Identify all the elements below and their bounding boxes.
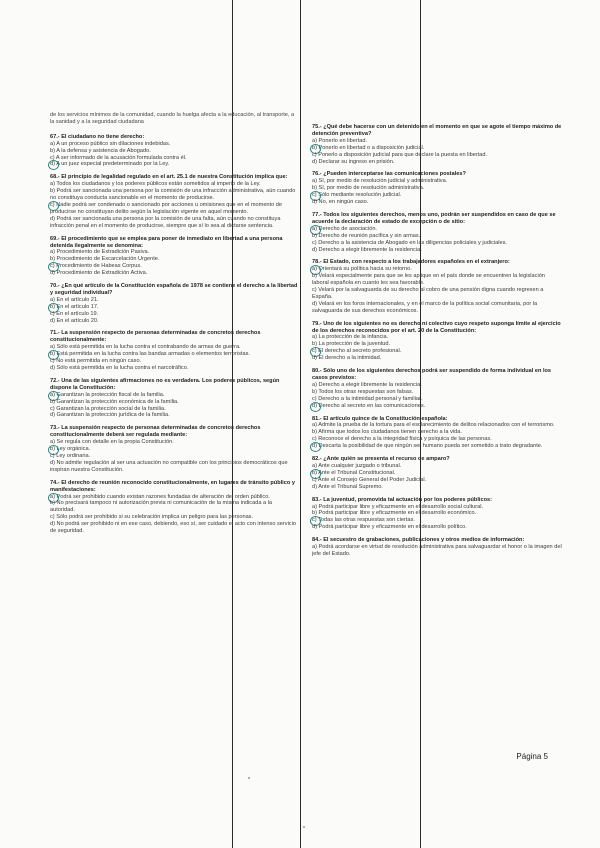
question-80 <box>312 368 562 409</box>
question-title: 83.- La juventud, promovida tal actuación por los poderes públicos: <box>312 496 492 503</box>
answer-option: d) El derecho a la intimidad. <box>312 355 382 362</box>
question-title: 82.- ¿Ante quién se presenta el recurso de amparo? <box>312 456 450 463</box>
question-84 <box>312 537 562 558</box>
question-70 <box>50 283 298 324</box>
answer-option-circled: c) Sólo mediante resolución judicial. <box>312 192 562 199</box>
question-78 <box>312 259 562 314</box>
answer-option: b) Sí, por medio de resolución administrativa. <box>312 185 425 192</box>
answer-option-circled: b) Ley orgánica. <box>50 446 298 453</box>
answer-option-circled: a) Derecho de asociación. <box>312 226 562 233</box>
answer-option: d) No podrá ser prohibido ni en ese caso, debiendo, eso sí, ser cuidado el acto con intenso servicio de seguridad. <box>50 521 296 535</box>
question-69 <box>50 236 298 277</box>
answer-option-circled: b) Está permitida en la lucha contra las bandas armadas o elementos terroristas. <box>50 351 298 358</box>
answer-option-circled: a) Podrá ser prohibido cuando existan razones fundadas de alteración del orden público. <box>50 494 298 501</box>
scan-speck <box>303 826 305 828</box>
answer-option: c) No está permitida en ningún caso. <box>50 358 142 365</box>
answer-option-circled: c) Procedimiento de Habeas Corpus. <box>50 263 298 270</box>
question-title: 79.- Uno de los siguientes no es derecho ni colectivo cuyo respeto suponga límite al ejercicio de los derechos reconocidos por el art. 20 de la Constitución: <box>312 320 561 334</box>
answer-option: b) No precisará tampoco ni autorización previa ni comunicación de la misma indicada a la autoridad. <box>50 500 272 514</box>
scan-line-center <box>300 0 301 848</box>
answer-option: b) La protección de la juventud. <box>312 341 391 348</box>
answer-option: d) Podrá ser sancionada una persona por la comisión de una falta, aún cuando no constituya infracción penal en el momento de producirse, siempre que sí lo sea al dictarse sentencia. <box>50 215 281 229</box>
question-title: 80.- Sólo uno de los siguientes derechos podrá ser suspendido de forma individual en los casos previstos: <box>312 368 552 381</box>
question-82 <box>312 456 562 491</box>
answer-option: c) Ante el Consejo General del Poder Judicial. <box>312 476 427 483</box>
answer-option: a) Admite la prueba de la tortura para el esclarecimiento de delitos relacionados con el terrorismo. <box>312 422 555 429</box>
answer-option: b) Garantizan la protección económica de la familia. <box>50 398 179 405</box>
answer-option: c) En el artículo 19. <box>50 310 99 317</box>
question-75 <box>312 124 562 165</box>
answer-option: a) Podrá acordarse en virtud de resolución administrativa para salvaguardar el honor o la imagen del jefe del Estado. <box>312 544 562 557</box>
answer-option: d) No admite regulación al ser una actuación no compatible con los principios democráticos que inspiran nuestra Constitución. <box>50 459 288 473</box>
answer-option: a) Sólo está permitida en la lucha contra el contrabando de armas de guerra. <box>50 344 241 351</box>
answer-option-circled: c) Nadie podrá ser condenado o sancionado por acciones u omisiones que en el momento de producirse no constituyan delito según la legislación vigente en aquel momento. <box>50 202 298 216</box>
answer-option: a) La protección de la infancia. <box>312 334 389 341</box>
answer-option: b) A la defensa y asistencia de Abogado. <box>50 147 151 154</box>
answer-option: d) Ante el Tribunal Supremo. <box>312 483 383 490</box>
answer-option-circled: d) A un juez especial predeterminado por la Ley. <box>50 161 298 168</box>
question-title: 67.- El ciudadano no tiene derecho: <box>50 133 145 140</box>
question-68 <box>50 174 298 229</box>
answer-option: a) Todos los ciudadanos y los poderes públicos están sometidos al imperio de la Ley. <box>50 181 261 188</box>
answer-option: d) En el artículo 20. <box>50 317 99 324</box>
scan-speck <box>248 777 250 779</box>
answer-option-circled: d) Descarta la posibilidad de que ningún ser humano pueda ser sometido a trato degradante. <box>312 443 562 450</box>
answer-option-circled: c) Todas las otras respuestas son ciertas. <box>312 517 562 524</box>
intro-text: de los servicios mínimos de la comunidad, cuando la huelga afecta a la educación, al transporte, a la sanidad y a la seguridad ciudadana <box>50 112 295 125</box>
question-67 <box>50 134 298 169</box>
question-title: 70.- ¿En qué artículo de la Constitución española de 1978 se contiene el derecho a la libertad y seguridad individual? <box>50 283 298 296</box>
question-title: 76.- ¿Pueden interceptarse las comunicaciones postales? <box>312 171 466 178</box>
answer-option: a) En el artículo 21. <box>50 296 99 303</box>
answer-option: d) Velará en los foros internacionales, y en el marco de la política social comunitaria, por la salvaguarda de sus derechos económicos. <box>312 300 538 314</box>
answer-option: a) Se regula con detalle en la propia Constitución. <box>50 439 174 446</box>
answer-option: b) Derecho de reunión pacífica y sin armas. <box>312 232 421 239</box>
right-column <box>312 124 562 564</box>
question-title: 73.- La suspensión respecto de personas determinadas de concretos derechos constitucionalmente deberá ser regulada mediante: <box>50 425 261 439</box>
answer-option: d) Garantizan la protección jurídica de la familia. <box>50 412 170 419</box>
question-79 <box>312 321 562 362</box>
answer-option: b) Velará especialmente para que se les aplique en el país donde se encuentren la legislación laboral española en cuanto les sea favorable. <box>312 273 545 287</box>
answer-option: a) Ante cualquier juzgado o tribunal. <box>312 462 402 469</box>
question-title: 75.- ¿Qué debe hacerse con un detenido en el momento en que se agote el tiempo máximo de detención preventiva? <box>312 124 562 137</box>
answer-option: d) Procedimiento de Extradición Activa. <box>50 270 148 277</box>
question-title: 72.- Una de las siguientes afirmaciones no es verdadera. Los poderes públicos, según dispone la Constitución: <box>50 377 280 391</box>
question-title: 74.- El derecho de reunión reconocido constitucionalmente, en lugares de tránsito público y manifestaciones: <box>50 479 295 493</box>
answer-option: a) Sí, por medio de resolución judicial y administrativa. <box>312 178 448 185</box>
question-title: 78.- El Estado, con respecto a los trabajadores españoles en el extranjero: <box>312 259 510 266</box>
answer-option-circled: a) Garantizan la protección fiscal de la familia. <box>50 392 298 399</box>
answer-option: b) Podrá ser sancionada una persona por la comisión de una infracción administrativa, aún cuando no constituya conducta sancionable en el momento de producirse. <box>50 188 296 202</box>
answer-option: c) Sólo podrá ser prohibido si su celebración implica un peligro para las personas. <box>50 514 254 521</box>
answer-option-circled: b) En el artículo 17. <box>50 304 298 311</box>
question-76 <box>312 171 562 206</box>
answer-option: b) Procedimiento de Excarcelación Urgente. <box>50 256 160 263</box>
answer-option-circled: a) Orientará su política hacia su retorno. <box>312 266 562 273</box>
question-81 <box>312 416 562 451</box>
answer-option-circled: c) El derecho al secreto profesional. <box>312 348 562 355</box>
question-title: 84.- El secuestro de grabaciones, publicaciones y otros medios de información: <box>312 537 525 544</box>
question-71 <box>50 330 298 371</box>
answer-option-circled: d) Derecho al secreto en las comunicaciones. <box>312 403 562 410</box>
answer-option: c) Velará por la salvaguarda de su derecho al cobro de una pensión digna cuando regresen a España. <box>312 287 544 300</box>
answer-option: d) Derecho a elegir libremente la residencia. <box>312 246 422 253</box>
question-title: 69.- El procedimiento que se emplea para poner de inmediato en libertad a una persona detenida ilegalmente se denomina: <box>50 235 283 249</box>
left-column <box>50 112 298 541</box>
answer-option: c) A ser informado de la acusación formulada contra él. <box>50 154 187 161</box>
question-77 <box>312 212 562 253</box>
answer-option-circled: b) Ponerlo en libertad o a disposición judicial. <box>312 145 562 152</box>
question-74 <box>50 480 298 535</box>
answer-option: a) Procedimiento de Extradición Pasiva. <box>50 249 150 256</box>
answer-option: c) Garantizan la protección social de la familia. <box>50 405 166 412</box>
answer-option: d) No, en ningún caso. <box>312 199 369 206</box>
question-title: 71.- La suspensión respecto de personas determinadas de concretos derechos constitucionalmente: <box>50 330 261 344</box>
answer-option: b) Todos los otras respuestas son falsas. <box>312 388 414 395</box>
question-83 <box>312 497 562 532</box>
page-number: Página 5 <box>516 752 548 761</box>
answer-option: c) Reconoce el derecho a la integridad física y psíquica de las personas. <box>312 436 492 443</box>
question-title: 81.- El artículo quince de la Constitución española: <box>312 415 448 422</box>
answer-option: d) Podrá participar libre y eficazmente en el desarrollo político. <box>312 524 467 531</box>
answer-option: b) Afirma que todos los ciudadanos tienen derecho a la vida. <box>312 429 462 436</box>
answer-option: a) Ponerlo en libertad. <box>312 137 368 144</box>
answer-option: c) Ponerlo a disposición judicial para que declare la puesta en libertad. <box>312 151 488 158</box>
answer-option: d) Declarar su ingreso en prisión. <box>312 158 395 165</box>
question-72 <box>50 378 298 419</box>
answer-option: a) A un proceso público sin dilaciones indebidas. <box>50 140 171 147</box>
question-title: 68.- El principio de legalidad regulado en el art. 25.1 de nuestra Constitución implica que: <box>50 174 288 181</box>
answer-option: c) Derecho a la intimidad personal y familiar. <box>312 395 423 402</box>
answer-option: d) Sólo está permitida en la lucha contra el narcotráfico. <box>50 365 189 371</box>
answer-option-circled: b) Ante el Tribunal Constitucional. <box>312 470 562 477</box>
answer-option: b) Podrá participar libre y eficazmente en el desarrollo económico. <box>312 510 477 517</box>
answer-option: c) Ley ordinaria. <box>50 452 91 459</box>
answer-option: c) Derecho a la asistencia de Abogado en las diligencias policiales y judiciales. <box>312 239 507 246</box>
question-title: 77.- Todos los siguientes derechos, menos uno, podrán ser suspendidos en caso de que se acuerde la declaración de estado de excepción o de sitio: <box>312 211 556 225</box>
question-73 <box>50 425 298 473</box>
answer-option: a) Derecho a elegir libremente la residencia. <box>312 381 422 388</box>
answer-option: a) Podrá participar libre y eficazmente en el desarrollo social cultural. <box>312 503 483 510</box>
